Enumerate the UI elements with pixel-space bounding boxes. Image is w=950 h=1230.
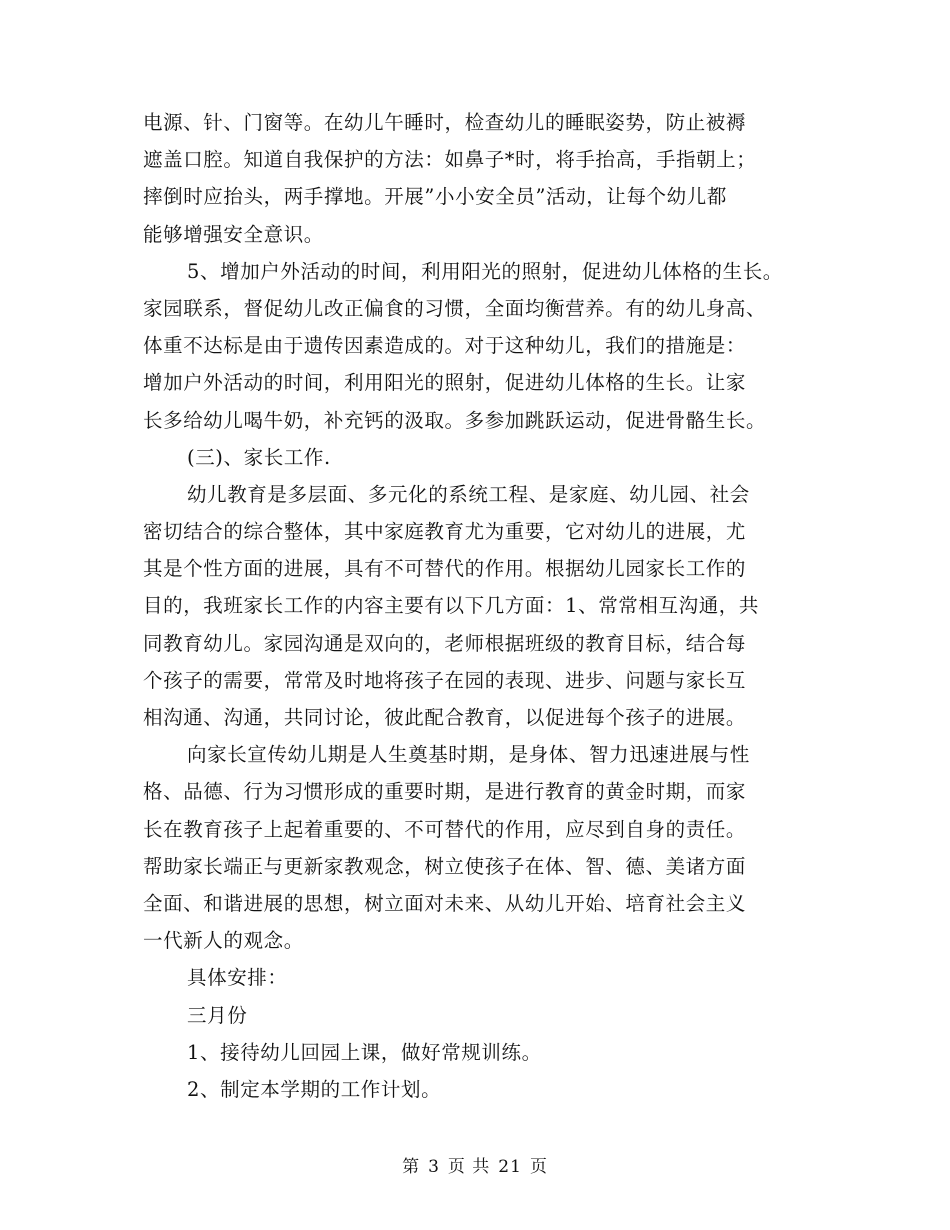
text-line: 密切结合的综合整体，其中家庭教育尤为重要，它对幼儿的进展，尤 [143, 520, 747, 544]
text-line: 家园联系，督促幼儿改正偏食的习惯，全面均衡营养。有的幼儿身高、 [143, 296, 767, 320]
text-line: 长在教育孩子上起着重要的、不可替代的作用，应尽到自身的责任。 [143, 817, 747, 841]
text-line: 个孩子的需要，常常及时地将孩子在园的表现、进步、问题与家长互 [143, 668, 747, 692]
text-line: 2、制定本学期的工作计划。 [187, 1077, 442, 1101]
text-line: 全面、和谐进展的思想，树立面对未来、从幼儿开始、培育社会主义 [143, 891, 747, 915]
footer-total-pages: 21 [498, 1157, 522, 1177]
text-line: 幼儿教育是多层面、多元化的系统工程、是家庭、幼儿园、社会 [187, 482, 750, 506]
text-line: 帮助家长端正与更新家教观念，树立使孩子在体、智、德、美诸方面 [143, 854, 747, 878]
text-line: 同教育幼儿。家园沟通是双向的，老师根据班级的教育目标，结合每 [143, 631, 747, 655]
text-line: 体重不达标是由于遗传因素造成的。对于这种幼儿，我们的措施是： [143, 334, 747, 358]
text-line: 格、品德、行为习惯形成的重要时期，是进行教育的黄金时期，而家 [143, 780, 747, 804]
text-line: 摔倒时应抬头，两手撑地。开展”小小安全员”活动，让每个幼儿都 [143, 185, 727, 209]
text-line: 5、增加户外活动的时间，利用阳光的照射，促进幼儿体格的生长。 [187, 259, 783, 283]
document-body [143, 104, 823, 1108]
footer-middle: 页 共 [447, 1157, 491, 1177]
text-line: 其是个性方面的进展，具有不可替代的作用。根据幼儿园家长工作的 [143, 557, 747, 581]
text-line: 相沟通、沟通，共同讨论，彼此配合教育，以促进每个孩子的进展。 [143, 706, 747, 729]
text-line: 具体安排： [187, 966, 288, 990]
text-line: 遮盖口腔。知道自我保护的方法：如鼻子*时，将手抬高，手指朝上； [143, 148, 757, 172]
text-line: 1、接待幼儿回园上课，做好常规训练。 [187, 1040, 542, 1064]
text-line: 三月份 [187, 1003, 248, 1027]
footer-page-number: 3 [428, 1157, 440, 1177]
text-line: (三)、家长工作. [187, 445, 331, 469]
text-line: 一代新人的观念。 [143, 929, 304, 953]
footer-suffix: 页 [529, 1157, 548, 1177]
text-line: 长多给幼儿喝牛奶，补充钙的汲取。多参加跳跃运动，促进骨骼生长。 [143, 408, 767, 432]
text-line: 能够增强安全意识。 [143, 222, 324, 246]
text-line: 增加户外活动的时间，利用阳光的照射，促进幼儿体格的生长。让家 [143, 371, 747, 395]
footer-prefix: 第 [402, 1157, 421, 1177]
page-footer [0, 1152, 950, 1177]
text-line: 向家长宣传幼儿期是人生奠基时期，是身体、智力迅速进展与性 [187, 743, 750, 767]
text-line: 目的，我班家长工作的内容主要有以下几方面：1、常常相互沟通，共 [143, 594, 760, 618]
text-line: 电源、针、门窗等。在幼儿午睡时，检查幼儿的睡眠姿势，防止被褥 [143, 111, 747, 134]
